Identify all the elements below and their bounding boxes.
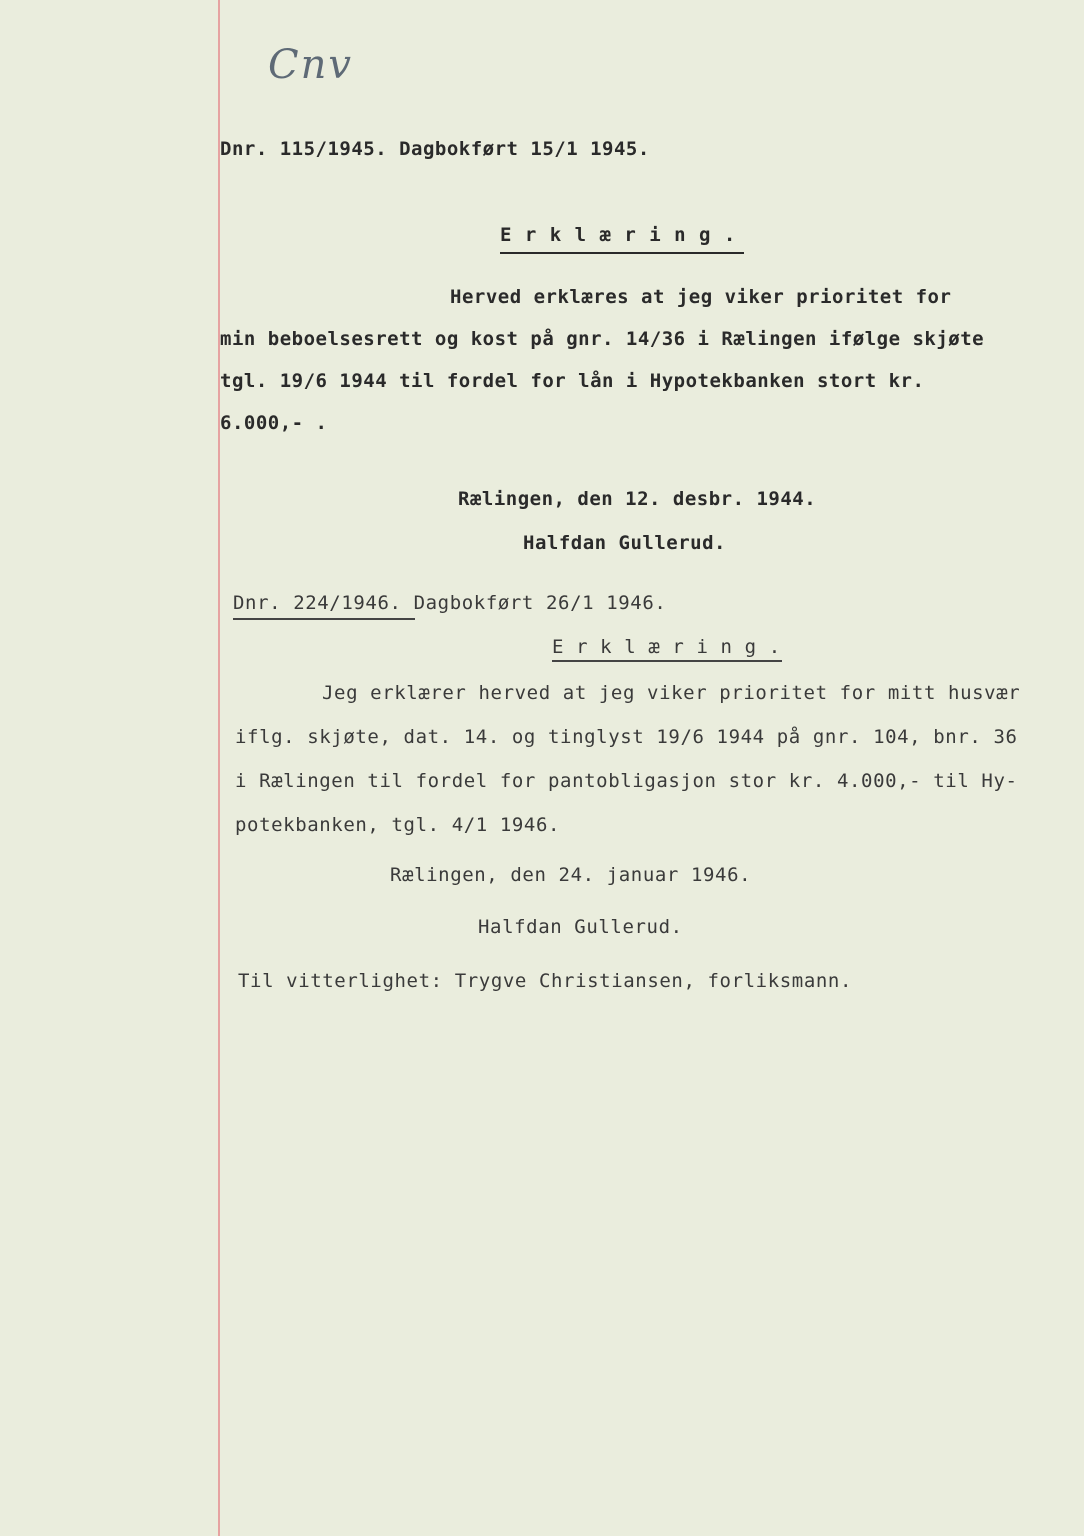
entry2-dnr-underline [233,618,415,620]
handwritten-initials: Cnv [268,42,353,88]
entry1-place-date: Rælingen, den 12. desbr. 1944. [458,488,817,510]
entry2-witness: Til vitterlighet: Trygve Christiansen, forliksmann. [238,970,852,992]
entry2-line-1: Jeg erklærer herved at jeg viker prioritet for mitt husvær [322,682,1021,704]
entry1-title-underline [500,252,744,254]
entry2-place-date: Rælingen, den 24. januar 1946. [390,864,752,886]
entry2-title-underline [552,660,782,662]
entry1-header: Dnr. 115/1945. Dagbokført 15/1 1945. [220,138,650,160]
entry2-title: E r k l æ r i n g . [552,636,781,658]
entry1-line-2: min beboelsesrett og kost på gnr. 14/36 i Rælingen ifølge skjøte [220,328,985,350]
entry1-line-3: tgl. 19/6 1944 til fordel for lån i Hypotekbanken stort kr. [220,370,925,392]
entry2-line-3: i Rælingen til fordel for pantobligasjon stor kr. 4.000,- til Hy- [235,770,1018,792]
entry2-signature: Halfdan Gullerud. [478,916,683,938]
entry1-line-4: 6.000,- . [220,412,328,434]
entry1-signature: Halfdan Gullerud. [523,532,726,554]
entry1-line-1: Herved erklæres at jeg viker prioritet for [450,286,952,308]
entry2-header [233,592,666,614]
entry2-line-2: iflg. skjøte, dat. 14. og tinglyst 19/6 1944 på gnr. 104, bnr. 36 [235,726,1018,748]
entry1-title: E r k l æ r i n g . [500,224,737,246]
margin-rule [218,0,220,1536]
entry2-dnr: Dnr. 224/1946. [233,592,402,614]
entry2-dagbokfort: Dagbokført 26/1 1946. [401,592,667,614]
entry2-line-4: potekbanken, tgl. 4/1 1946. [235,814,561,836]
